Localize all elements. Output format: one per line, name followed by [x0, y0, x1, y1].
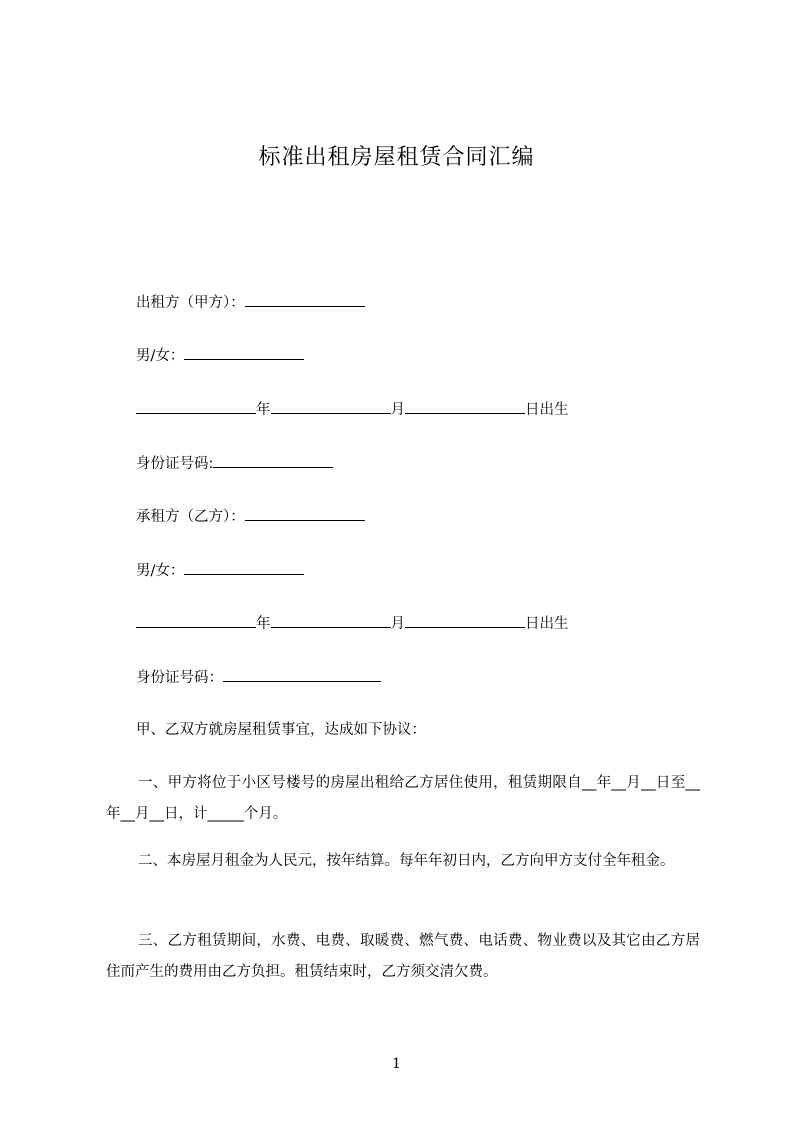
year-label: 年 — [256, 616, 271, 632]
tenant-name-blank[interactable] — [245, 505, 365, 521]
tenant-birth-month-blank[interactable] — [271, 612, 391, 628]
tenant-line — [136, 505, 365, 527]
tenant-gender-blank[interactable] — [184, 559, 304, 575]
landlord-id-label: 身份证号码: — [136, 456, 214, 472]
document-title: 标准出租房屋租赁合同汇编 — [258, 145, 535, 170]
year-label: 年 — [256, 402, 271, 418]
tenant-birth-day-blank[interactable] — [405, 612, 525, 628]
month-label: 月 — [390, 402, 405, 418]
born-label: 日出生 — [525, 402, 569, 418]
clause-2: 二、本房屋月租金为人民元，按年结算。每年年初日内，乙方向甲方支付全年租金。 — [138, 853, 675, 869]
landlord-birth-line — [136, 398, 569, 420]
clause-3: 三、乙方租赁期间，水费、电费、取暖费、燃气费、电话费、物业费以及其它由乙方居住而产生的费用由乙方负担。租赁结束时，乙方须交清欠费。 — [106, 933, 700, 980]
landlord-id-line — [136, 452, 333, 474]
agreement-intro: 甲、乙双方就房屋租赁事宜，达成如下协议： — [136, 722, 426, 738]
page-number: 1 — [392, 1056, 401, 1072]
landlord-name-blank[interactable] — [245, 291, 365, 307]
landlord-line — [136, 291, 365, 313]
clause-1: 一、甲方将位于小区号楼号的房屋出租给乙方居住使用，租赁期限自__年__月__日至__年__月__日，计_____个月。 — [106, 775, 700, 822]
born-label: 日出生 — [525, 616, 569, 632]
tenant-gender-line — [136, 559, 304, 581]
landlord-birth-month-blank[interactable] — [271, 398, 391, 414]
tenant-label: 承租方（乙方）： — [136, 509, 245, 525]
landlord-label: 出租方（甲方）： — [136, 295, 245, 311]
landlord-gender-blank[interactable] — [184, 344, 304, 360]
landlord-birth-day-blank[interactable] — [405, 398, 525, 414]
tenant-id-line — [136, 666, 381, 688]
landlord-id-blank[interactable] — [213, 452, 333, 468]
landlord-gender-label: 男/女： — [136, 348, 185, 364]
landlord-gender-line — [136, 344, 304, 366]
tenant-birth-line — [136, 612, 569, 634]
tenant-birth-year-blank[interactable] — [136, 612, 256, 628]
landlord-birth-year-blank[interactable] — [136, 398, 256, 414]
tenant-gender-label: 男/女： — [136, 563, 185, 579]
tenant-id-blank[interactable] — [223, 666, 381, 682]
tenant-id-label: 身份证号码： — [136, 670, 223, 686]
month-label: 月 — [390, 616, 405, 632]
